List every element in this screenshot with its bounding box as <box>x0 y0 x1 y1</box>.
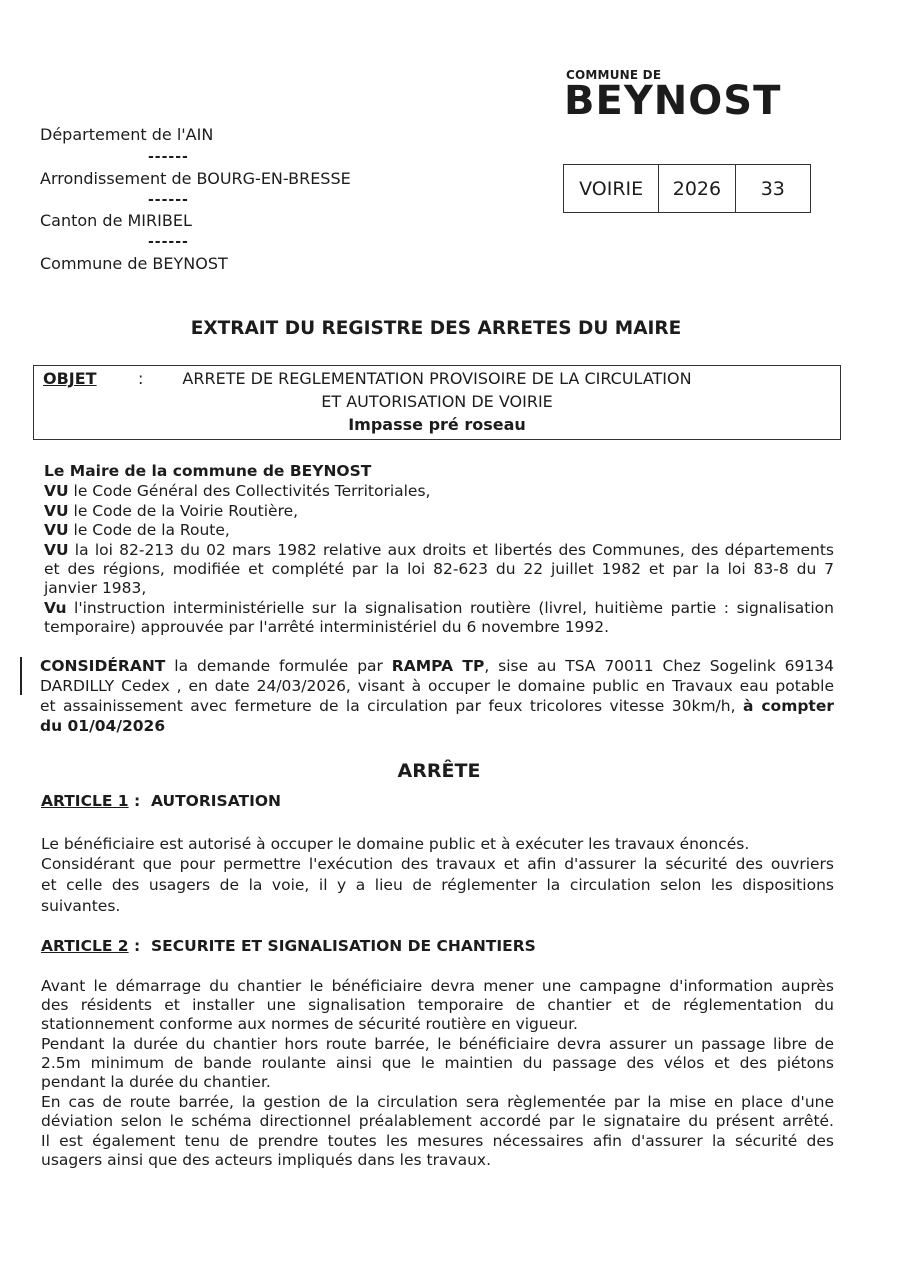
revision-bar <box>20 657 22 695</box>
article-2-text: En cas de route barrée, la gestion de la circulation sera règlementée par la mise en place d'une <box>41 1093 834 1111</box>
article-1-heading: ARTICLE 1 : AUTORISATION <box>41 792 282 810</box>
vu-line: VU le Code de la Route, <box>44 521 230 539</box>
separator: ------ <box>148 234 189 250</box>
vu-line-cont: janvier 1983, <box>44 579 147 597</box>
vu-line: VU le Code Général des Collectivités Territoriales, <box>44 482 431 500</box>
reference-number: 33 <box>760 177 785 200</box>
objet-line-1: ARRETE DE REGLEMENTATION PROVISOIRE DE LA CIRCULATION <box>182 369 692 388</box>
reference-box <box>563 164 811 213</box>
article-1-text: Le bénéficiaire est autorisé à occuper le domaine public et à exécuter les travaux énoncés. <box>41 835 750 853</box>
article-2-text: usagers ainsi que des acteurs impliqués dans les travaux. <box>41 1151 492 1169</box>
canton-line: Canton de MIRIBEL <box>40 211 192 230</box>
article-2-text: Il est également tenu de prendre toutes les mesures nécessaires afin d'assurer la sécurité des <box>41 1132 834 1150</box>
article-2-heading: ARTICLE 2 : SECURITE ET SIGNALISATION DE CHANTIERS <box>41 937 536 955</box>
arrondissement-line: Arrondissement de BOURG-EN-BRESSE <box>40 169 351 188</box>
page-title: EXTRAIT DU REGISTRE DES ARRETES DU MAIRE <box>190 318 682 339</box>
arrete-heading: ARRÊTE <box>397 760 481 782</box>
logo-caption: COMMUNE DE <box>566 68 662 82</box>
article-2-text: Avant le démarrage du chantier le bénéficiaire devra mener une campagne d'information auprès <box>41 977 834 995</box>
considerant-line: CONSIDÉRANT la demande formulée par RAMPA TP, sise au TSA 70011 Chez Sogelink 69134 <box>40 657 834 675</box>
departement-line: Département de l'AIN <box>40 125 214 144</box>
article-2-text: pendant la durée du chantier. <box>41 1073 271 1091</box>
objet-line-2: ET AUTORISATION DE VOIRIE <box>321 392 553 411</box>
vu-line: VU le Code de la Voirie Routière, <box>44 502 299 520</box>
article-2-text: 2.5m minimum de bande roulante ainsi que le maintien du passage des vélos et des piétons <box>41 1054 834 1072</box>
considerant-date: du 01/04/2026 <box>40 717 166 735</box>
separator: ------ <box>148 192 189 208</box>
article-2-text: des résidents et installer une signalisation temporaire de chantier et de réglementation du <box>41 996 834 1014</box>
vu-line-cont: temporaire) approuvée par l'arrêté interministériel du 6 novembre 1992. <box>44 618 610 636</box>
objet-colon: : <box>138 369 144 388</box>
article-2-text: stationnement conforme aux normes de sécurité routière en vigueur. <box>41 1015 578 1033</box>
considerant-line: et assainissement avec fermeture de la circulation par feux tricolores vitesse 30km/h, à compter <box>40 697 835 715</box>
objet-label: OBJET <box>43 369 97 388</box>
objet-box <box>33 365 841 440</box>
article-1-text: suivantes. <box>41 897 121 915</box>
objet-line-3: Impasse pré roseau <box>348 415 526 434</box>
vu-line: VU la loi 82-213 du 02 mars 1982 relative aux droits et libertés des Communes, des départements <box>44 541 834 559</box>
article-1-text: Considérant que pour permettre l'exécution des travaux et afin d'assurer la sécurité des ouvriers <box>41 855 834 873</box>
reference-service: VOIRIE <box>564 165 659 212</box>
article-2-text: Pendant la durée du chantier hors route barrée, le bénéficiaire devra assurer un passage libre de <box>41 1035 834 1053</box>
vu-line-cont: et des régions, modifiée et complété par la loi 82-623 du 22 juillet 1982 et par la loi 83-8 du 7 <box>44 560 834 578</box>
separator: ------ <box>148 149 189 165</box>
commune-line: Commune de BEYNOST <box>40 254 228 273</box>
vu-line: Vu l'instruction interministérielle sur la signalisation routière (livrel, huitième partie : signalisation <box>44 599 834 617</box>
reference-year: 2026 <box>659 165 735 212</box>
maire-line: Le Maire de la commune de BEYNOST <box>44 462 372 480</box>
article-2-text: déviation selon le schéma directionnel préalablement accordé par le signataire du présent arrêté. <box>41 1112 834 1130</box>
considerant-line: DARDILLY Cedex , en date 24/03/2026, visant à occuper le domaine public en Travaux eau potable <box>40 677 834 695</box>
article-1-text: et celle des usagers de la voie, il y a lieu de réglementer la circulation selon les dispositions <box>41 876 834 894</box>
logo-wordmark: BEYNOST <box>564 78 782 124</box>
